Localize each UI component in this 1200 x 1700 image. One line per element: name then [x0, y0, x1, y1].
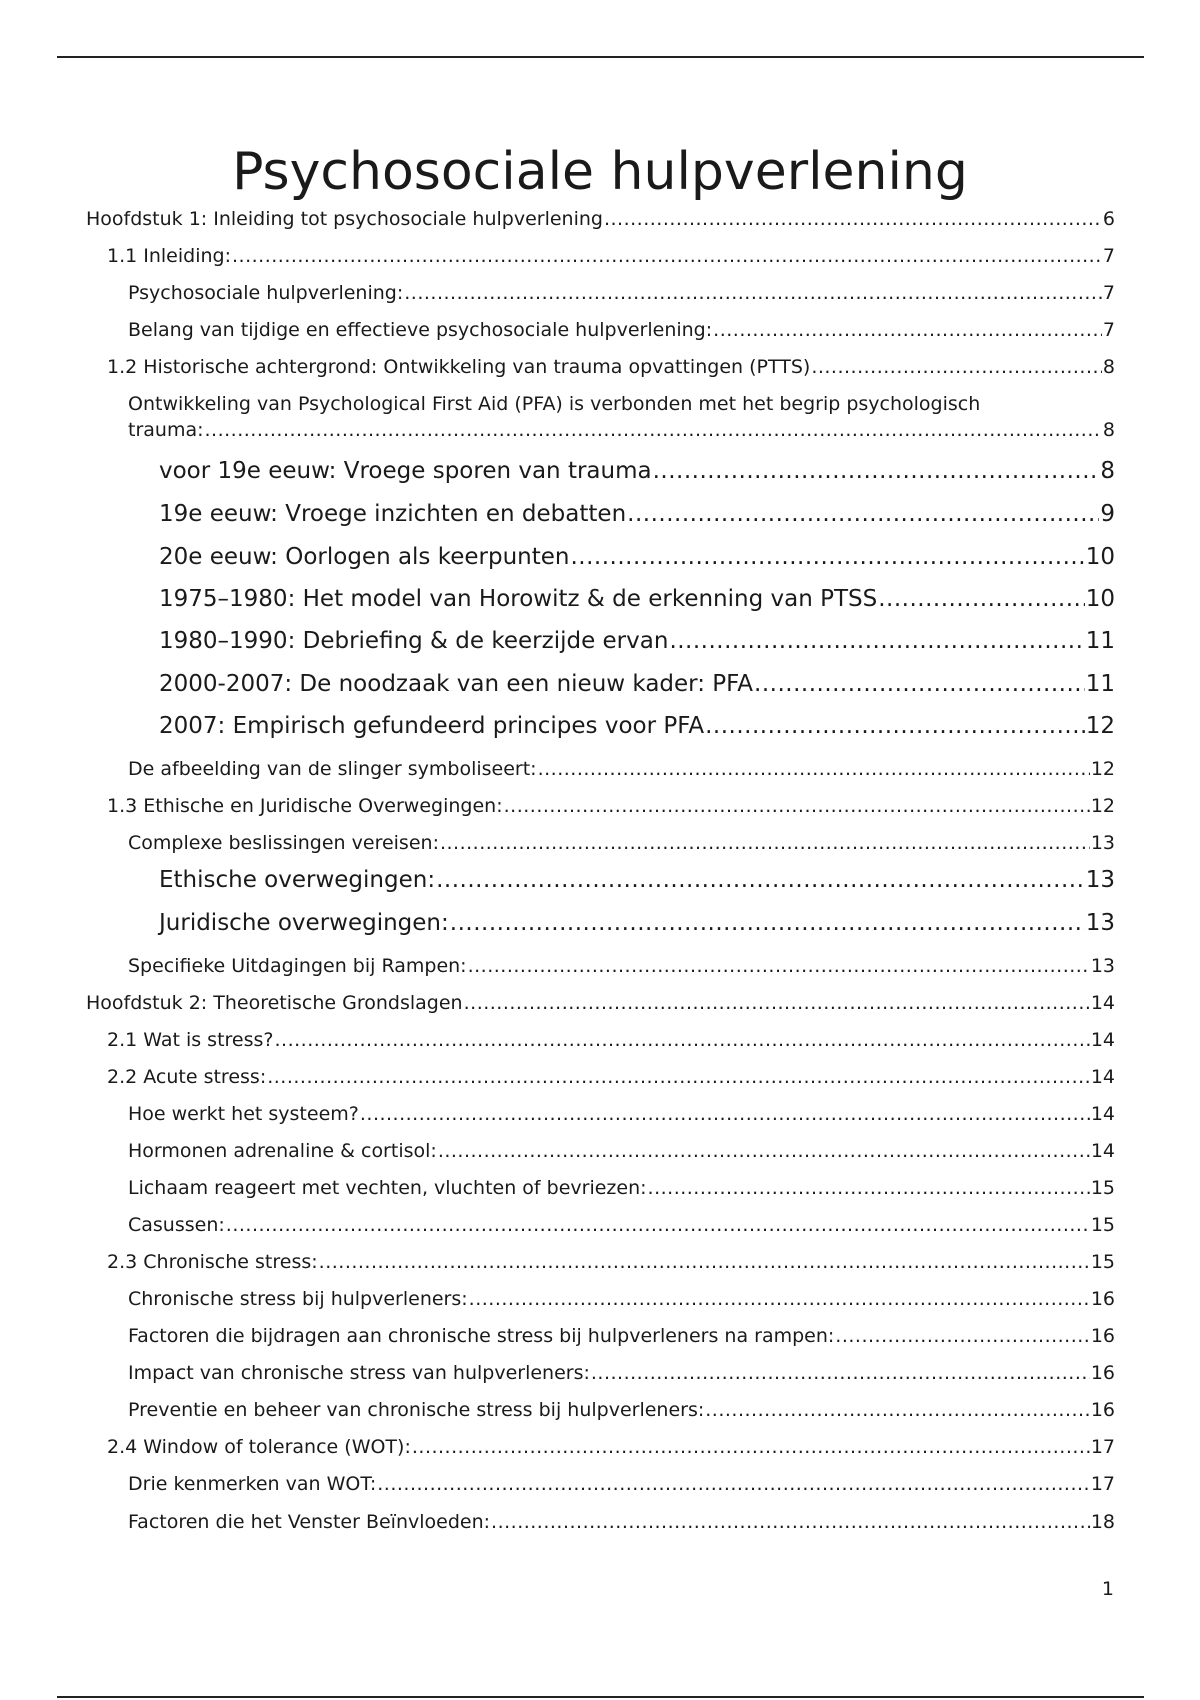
toc-entry-belang[interactable] — [128, 319, 1115, 341]
toc-entry-2007[interactable] — [159, 713, 1115, 739]
toc-entry-factoren-bijdragen[interactable] — [128, 1325, 1115, 1347]
toc-entry-label: 19e eeuw: Vroege inzichten en debatten — [159, 501, 627, 527]
toc-leader-dots — [275, 1029, 1090, 1051]
toc-leader-dots — [627, 501, 1099, 527]
toc-entry-label: 1.2 Historische achtergrond: Ontwikkeling van trauma opvattingen (PTTS) — [107, 356, 811, 378]
toc-entry-label: 2.1 Wat is stress? — [107, 1029, 274, 1051]
toc-entry-page: 13 — [1090, 832, 1115, 854]
toc-entry-page: 8 — [1102, 419, 1115, 441]
toc-entry-page: 13 — [1085, 867, 1115, 893]
toc-entry-2-4[interactable] — [107, 1436, 1115, 1458]
toc-entry-label: Hormonen adrenaline & cortisol: — [128, 1140, 437, 1162]
toc-entry-label: Casussen: — [128, 1214, 225, 1236]
toc-entry-2-3[interactable] — [107, 1251, 1115, 1273]
toc-entry-label: Impact van chronische stress van hulpverleners: — [128, 1362, 590, 1384]
toc-leader-dots — [604, 208, 1102, 230]
toc-entry-label: 2.4 Window of tolerance (WOT): — [107, 1436, 411, 1458]
toc-entry-page: 10 — [1085, 544, 1115, 570]
toc-leader-dots — [440, 832, 1090, 854]
toc-entry-page: 15 — [1090, 1214, 1115, 1236]
toc-entry-page: 16 — [1090, 1288, 1115, 1310]
toc-entry-label: 1980–1990: Debriefing & de keerzijde ervan — [159, 628, 669, 654]
toc-entry-page: 11 — [1085, 671, 1115, 697]
toc-leader-dots — [538, 758, 1090, 780]
toc-leader-dots — [267, 1066, 1090, 1088]
toc-leader-dots — [436, 867, 1085, 893]
toc-entry-label: Complexe beslissingen vereisen: — [128, 832, 439, 854]
toc-leader-dots — [754, 671, 1085, 697]
toc-leader-dots — [491, 1511, 1090, 1533]
toc-entry-20e-eeuw[interactable] — [159, 544, 1115, 570]
toc-entry-2-1[interactable] — [107, 1029, 1115, 1051]
toc-entry-label: 2007: Empirisch gefundeerd principes voor PFA — [159, 713, 705, 739]
toc-entry-label: Belang van tijdige en effectieve psychosociale hulpverlening: — [128, 319, 713, 341]
header-rule — [57, 56, 1144, 58]
toc-entry-voor-19e-eeuw[interactable] — [159, 458, 1115, 484]
toc-leader-dots — [377, 1473, 1090, 1495]
toc-entry-1-3[interactable] — [107, 795, 1115, 817]
toc-entry-page: 9 — [1100, 501, 1115, 527]
toc-leader-dots — [412, 1436, 1090, 1458]
toc-entry-label: 2.2 Acute stress: — [107, 1066, 267, 1088]
toc-entry-page: 8 — [1102, 356, 1115, 378]
toc-entry-2000-2007[interactable] — [159, 671, 1115, 697]
toc-leader-dots — [464, 992, 1090, 1014]
toc-entry-uitdagingen-rampen[interactable] — [128, 955, 1115, 977]
toc-entry-19e-eeuw[interactable] — [159, 501, 1115, 527]
toc-leader-dots — [438, 1140, 1090, 1162]
toc-entry-page: 14 — [1090, 1029, 1115, 1051]
toc-entry-label: 1975–1980: Het model van Horowitz & de erkenning van PTSS — [159, 586, 878, 612]
toc-entry-slinger[interactable] — [128, 758, 1115, 780]
toc-entry-chronische-hulpverleners[interactable] — [128, 1288, 1115, 1310]
toc-entry-label: Juridische overwegingen: — [159, 910, 449, 936]
toc-leader-dots — [878, 586, 1084, 612]
toc-leader-dots — [232, 245, 1102, 267]
toc-entry-page: 18 — [1090, 1511, 1115, 1533]
toc-entry-label: De afbeelding van de slinger symboliseert: — [128, 758, 537, 780]
toc-leader-dots — [648, 1177, 1090, 1199]
toc-leader-dots — [705, 713, 1085, 739]
toc-entry-label: Chronische stress bij hulpverleners: — [128, 1288, 468, 1310]
toc-entry-1-1[interactable] — [107, 245, 1115, 267]
toc-entry-complexe-beslissingen[interactable] — [128, 832, 1115, 854]
toc-entry-label: Hoofdstuk 2: Theoretische Grondslagen — [86, 992, 463, 1014]
toc-entry-label: Hoofdstuk 1: Inleiding tot psychosociale hulpverlening — [86, 208, 603, 230]
toc-entry-hormonen[interactable] — [128, 1140, 1115, 1162]
toc-leader-dots — [226, 1214, 1090, 1236]
toc-entry-label: 20e eeuw: Oorlogen als keerpunten — [159, 544, 570, 570]
toc-leader-dots — [835, 1325, 1090, 1347]
toc-leader-dots — [468, 955, 1090, 977]
toc-entry-juridische-overwegingen[interactable] — [159, 910, 1115, 936]
toc-entry-chapter-2[interactable] — [86, 992, 1115, 1014]
toc-entry-casussen[interactable] — [128, 1214, 1115, 1236]
toc-leader-dots — [571, 544, 1085, 570]
toc-entry-1975-1980[interactable] — [159, 586, 1115, 612]
toc-entry-impact[interactable] — [128, 1362, 1115, 1384]
toc-leader-dots — [811, 356, 1102, 378]
toc-entry-psychosociale-hulpverlening[interactable] — [128, 282, 1115, 304]
toc-entry-pfa-trauma[interactable] — [128, 393, 1115, 441]
footer-rule — [57, 1696, 1144, 1698]
toc-entry-page: 8 — [1100, 458, 1115, 484]
toc-entry-page: 10 — [1085, 586, 1115, 612]
toc-entry-systeem[interactable] — [128, 1103, 1115, 1125]
toc-leader-dots — [705, 1399, 1090, 1421]
toc-leader-dots — [450, 910, 1085, 936]
toc-entry-ethische-overwegingen[interactable] — [159, 867, 1115, 893]
toc-entry-page: 14 — [1090, 1103, 1115, 1125]
toc-entry-label: Preventie en beheer van chronische stress bij hulpverleners: — [128, 1399, 705, 1421]
toc-entry-1-2[interactable] — [107, 356, 1115, 378]
toc-entry-page: 7 — [1102, 319, 1115, 341]
toc-entry-label: Specifieke Uitdagingen bij Rampen: — [128, 955, 467, 977]
toc-entry-label: Psychosociale hulpverlening: — [128, 282, 404, 304]
toc-entry-page: 6 — [1102, 208, 1115, 230]
toc-leader-dots — [713, 319, 1102, 341]
toc-entry-page: 17 — [1090, 1473, 1115, 1495]
toc-entry-label: 1.1 Inleiding: — [107, 245, 231, 267]
toc-entry-page: 12 — [1090, 758, 1115, 780]
toc-entry-preventie[interactable] — [128, 1399, 1115, 1421]
toc-entry-page: 12 — [1085, 713, 1115, 739]
toc-entry-page: 7 — [1102, 282, 1115, 304]
toc-entry-2-2[interactable] — [107, 1066, 1115, 1088]
toc-entry-page: 12 — [1090, 795, 1115, 817]
toc-leader-dots — [469, 1288, 1090, 1310]
toc-leader-dots — [669, 628, 1084, 654]
toc-entry-page: 16 — [1090, 1399, 1115, 1421]
toc-entry-label: Lichaam reageert met vechten, vluchten of bevriezen: — [128, 1177, 647, 1199]
toc-entry-lichaam-reageert[interactable] — [128, 1177, 1115, 1199]
toc-entry-chapter-1[interactable] — [86, 208, 1115, 230]
toc-entry-page: 14 — [1090, 992, 1115, 1014]
toc-entry-page: 14 — [1090, 1066, 1115, 1088]
toc-entry-label: Factoren die het Venster Beïnvloeden: — [128, 1511, 491, 1533]
toc-entry-label: voor 19e eeuw: Vroege sporen van trauma — [159, 458, 652, 484]
toc-entry-label: Ethische overwegingen: — [159, 867, 436, 893]
toc-entry-page: 15 — [1090, 1177, 1115, 1199]
toc-leader-dots — [653, 458, 1100, 484]
toc-entry-label: 1.3 Ethische en Juridische Overwegingen: — [107, 795, 503, 817]
toc-entry-factoren-venster[interactable] — [128, 1511, 1115, 1533]
toc-entry-label: 2000-2007: De noodzaak van een nieuw kader: PFA — [159, 671, 754, 697]
toc-entry-page: 13 — [1085, 910, 1115, 936]
toc-entry-label: Drie kenmerken van WOT: — [128, 1473, 377, 1495]
toc-entry-page: 15 — [1090, 1251, 1115, 1273]
toc-leader-dots — [319, 1251, 1090, 1273]
toc-entry-page: 17 — [1090, 1436, 1115, 1458]
toc-entry-page: 16 — [1090, 1325, 1115, 1347]
toc-entry-page: 11 — [1085, 628, 1115, 654]
toc-leader-dots — [404, 282, 1102, 304]
toc-entry-page: 7 — [1102, 245, 1115, 267]
toc-entry-label-line2: trauma: — [128, 419, 204, 441]
page-number: 1 — [1101, 1578, 1114, 1600]
document-title: Psychosociale hulpverlening — [232, 142, 968, 202]
toc-entry-page: 16 — [1090, 1362, 1115, 1384]
toc-entry-page: 14 — [1090, 1140, 1115, 1162]
toc-entry-label: Hoe werkt het systeem? — [128, 1103, 359, 1125]
toc-leader-dots — [205, 419, 1102, 441]
toc-entry-label: 2.3 Chronische stress: — [107, 1251, 318, 1273]
toc-entry-kenmerken-wot[interactable] — [128, 1473, 1115, 1495]
toc-entry-page: 13 — [1090, 955, 1115, 977]
toc-leader-dots — [591, 1362, 1090, 1384]
toc-leader-dots — [504, 795, 1090, 817]
toc-entry-1980-1990[interactable] — [159, 628, 1115, 654]
toc-entry-label: Factoren die bijdragen aan chronische stress bij hulpverleners na rampen: — [128, 1325, 835, 1347]
toc-entry-label-line1: Ontwikkeling van Psychological First Aid (PFA) is verbonden met het begrip psychologisch — [128, 393, 981, 415]
toc-leader-dots — [360, 1103, 1090, 1125]
